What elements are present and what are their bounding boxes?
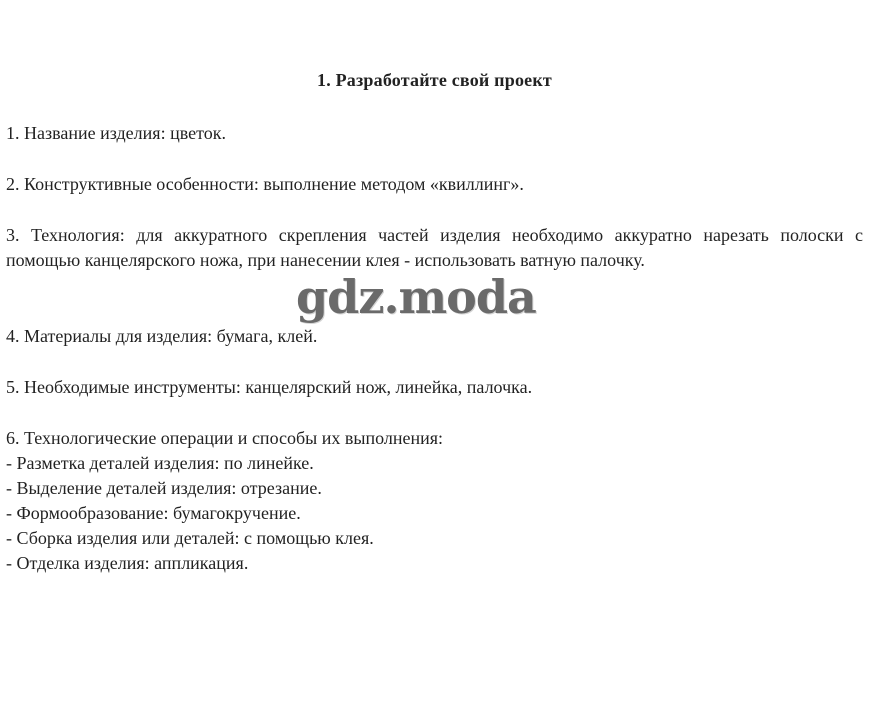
- paragraph-operations-heading: 6. Технологические операции и способы их выполнения:: [6, 428, 444, 448]
- paragraph-design-features: 2. Конструктивные особенности: выполнение методом «квиллинг».: [6, 174, 524, 194]
- operations-list: [6, 451, 863, 576]
- list-item: - Разметка деталей изделия: по линейке.: [6, 453, 314, 473]
- list-item: - Формообразование: бумагокручение.: [6, 503, 301, 523]
- list-item: - Сборка изделия или деталей: с помощью клея.: [6, 528, 374, 548]
- list-item: - Отделка изделия: аппликация.: [6, 553, 249, 573]
- document-title: 1. Разработайте свой проект: [317, 70, 552, 90]
- paragraph-tools: 5. Необходимые инструменты: канцелярский нож, линейка, палочка.: [6, 377, 533, 397]
- list-item: - Выделение деталей изделия: отрезание.: [6, 478, 322, 498]
- paragraph-product-name: 1. Название изделия: цветок.: [6, 123, 226, 143]
- watermark: gdz.moda: [296, 270, 536, 324]
- paragraph-materials: 4. Материалы для изделия: бумага, клей.: [6, 326, 318, 346]
- paragraph-technology: 3. Технология: для аккуратного скрепления частей изделия необходимо аккуратно нарезать полоски с помощью канцелярского ножа, при нанесении клея - использовать ватную палочку.: [6, 225, 863, 270]
